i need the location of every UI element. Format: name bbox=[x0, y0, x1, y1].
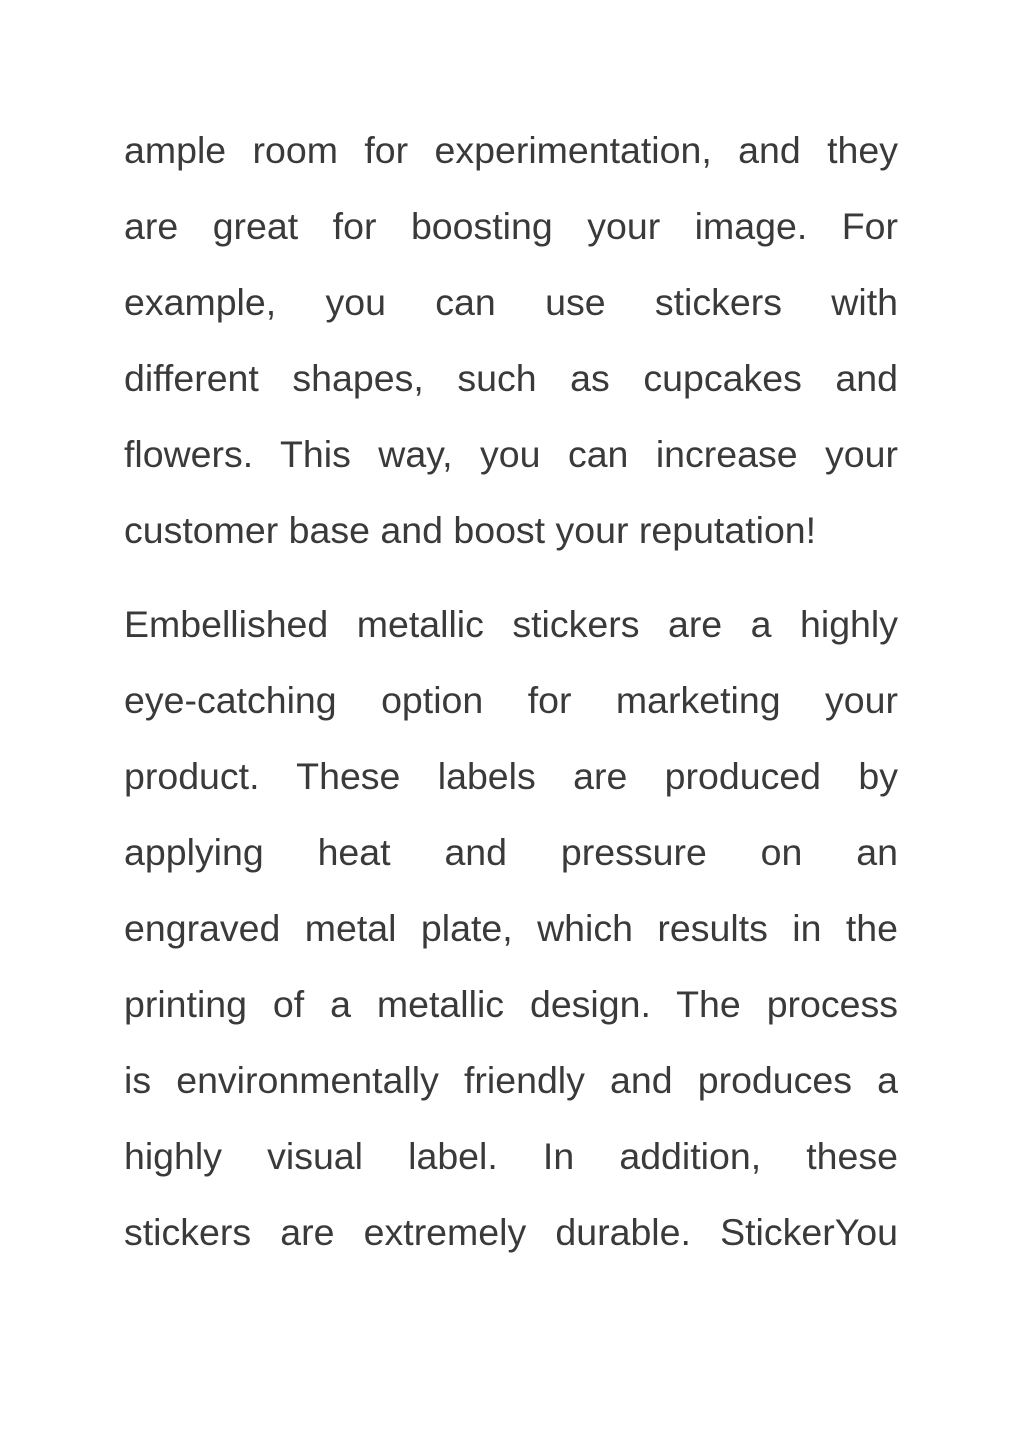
text-line: engraved metal plate, which results in the bbox=[124, 907, 898, 949]
text-line: stickers are extremely durable. StickerYou bbox=[124, 1211, 898, 1253]
text-line: product. These labels are produced by bbox=[124, 755, 898, 797]
text-line: eye-catching option for marketing your bbox=[124, 679, 898, 721]
text-line: customer base and boost your reputation! bbox=[124, 509, 817, 551]
paragraph-2 bbox=[124, 586, 898, 1270]
text-line: example, you can use stickers with bbox=[124, 281, 898, 323]
text-line: printing of a metallic design. The process bbox=[124, 983, 898, 1025]
text-line: is environmentally friendly and produces a bbox=[124, 1059, 898, 1101]
text-line: different shapes, such as cupcakes and bbox=[124, 357, 898, 399]
paragraph-1 bbox=[124, 112, 898, 568]
text-line: highly visual label. In addition, these bbox=[124, 1135, 898, 1177]
text-line: ample room for experimentation, and they bbox=[124, 129, 898, 171]
text-line: are great for boosting your image. For bbox=[124, 205, 898, 247]
text-line: Embellished metallic stickers are a highly bbox=[124, 603, 898, 645]
text-line: flowers. This way, you can increase your bbox=[124, 433, 898, 475]
text-line: applying heat and pressure on an bbox=[124, 831, 898, 873]
document-page bbox=[124, 112, 898, 1270]
